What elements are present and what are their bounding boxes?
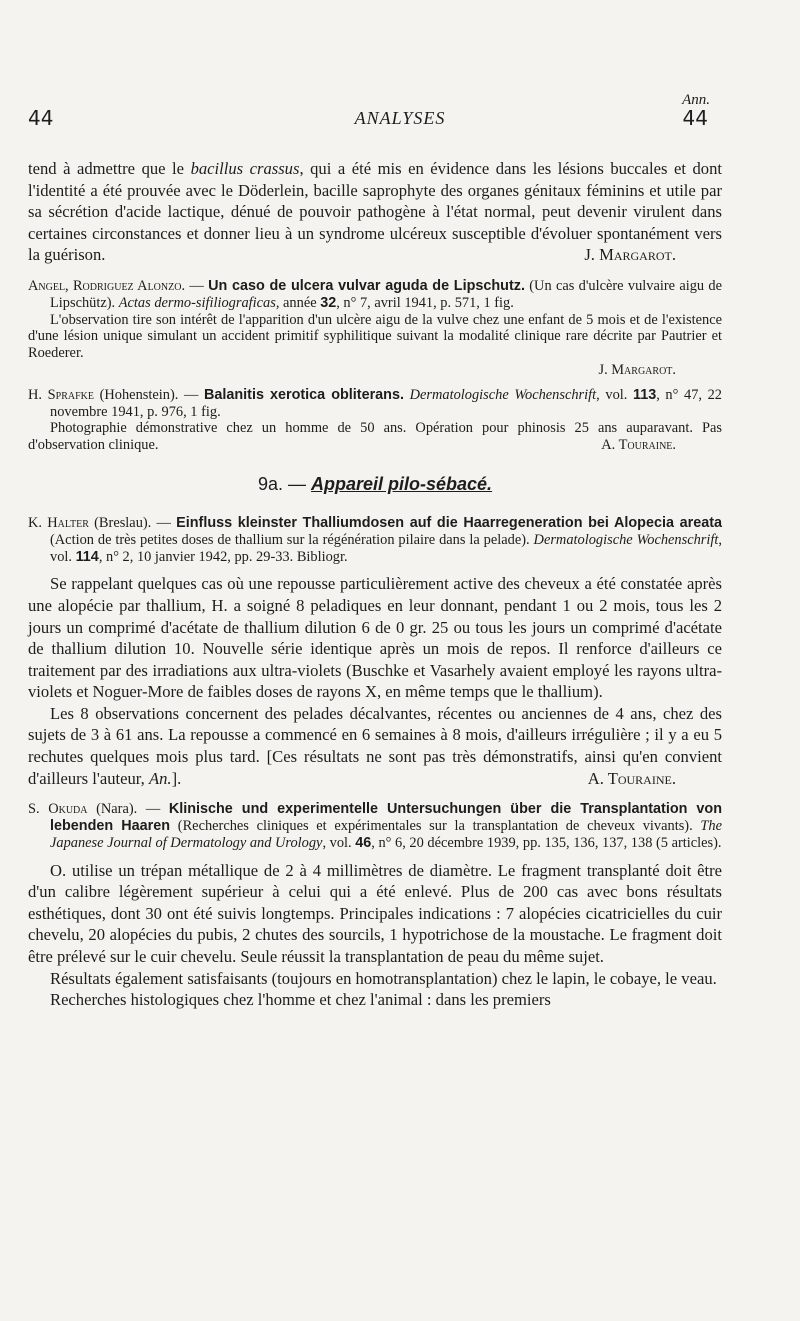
article-reference [28, 515, 722, 565]
journal-name: The Japanese Journal of Dermatology and Urology [50, 818, 722, 851]
text-run: ]. [171, 768, 182, 788]
page-body [28, 158, 722, 1011]
article-title: Un caso de ulcera vulvar aguda de Lipschutz. [208, 277, 525, 294]
text-run: — [178, 386, 204, 403]
signature: J. Margarot. [598, 361, 676, 378]
text-run: (Nara). [87, 801, 138, 818]
text-run: , vol. [322, 834, 356, 851]
text-run: — [151, 514, 177, 531]
page-number-right: 44 [682, 106, 708, 130]
section-title: Appareil pilo-sébacé. [310, 473, 493, 494]
text-run: (Un cas d'ulcère vulvaire aigu de Lipschütz). [50, 277, 723, 311]
text-run: — [282, 473, 311, 494]
authors: Okuda [48, 801, 88, 818]
text-run: (Recherches cliniques et expérimentales sur la transplantation de cheveux vivants). [170, 818, 701, 835]
authors: Halter [47, 514, 89, 531]
section-heading [28, 474, 722, 495]
article-reference [28, 278, 722, 312]
article-title: Balanitis xerotica obliterans. [203, 386, 404, 403]
text-run: — [185, 277, 209, 294]
page-number-left: 44 [28, 106, 54, 130]
text-run: , qui a été mis en évidence dans les lésions buccales et dont l'identité a été prouvée avec le Döderlein, bacille saprophyte des organes génitaux féminins et utile par sa sécrétion d'acide lactique, dénué de pouvoir pathogène à l'état normal, peut devenir virulent dans certaines circonstances et donner lieu à un syndrome ulcéreux susceptible d'évoluer spontanément vers la guérison. [28, 159, 722, 265]
abstract-paragraph: Résultats également satisfaisants (toujours en homotransplantation) chez le lapin, le cobaye, le veau. [50, 968, 717, 988]
volume-number: 113 [632, 386, 657, 403]
journal-name: Actas dermo-sifiliograficas [118, 294, 276, 311]
text-run: An. [148, 768, 172, 788]
header-ann: Ann. [682, 92, 710, 108]
text-run: Les 8 observations concernent des pelades décalvantes, récentes ou anciennes de 4 ans, chez des sujets de 3 à 61 ans. La repousse a commencé en 6 semaines à 8 mois, d'ailleurs irrégulière ; il y a eu 5 rechutes quelques mois plus tard. [Ces résultats ne sont pas très démonstratifs, ainsi qu'en convient d'ailleurs l'auteur, [28, 703, 722, 788]
section-number: 9a. [257, 473, 283, 494]
signature: A. Touraine. [587, 768, 676, 788]
abstract-paragraph: O. utilise un trépan métallique de 2 à 4 millimètres de diamètre. Le fragment transplanté doit être d'un calibre légèrement supérieur à celui qui a été enlevé. Plus de 200 cas avec bons résultats esthétiques, dont 30 ont été suivis longtemps. Principales indications : 7 alopécies cicatricielles du cuir chevelu, 20 alopécies du pubis, 2 chutes des sourcils, 1 hypotrichose de la moustache. Le fragment doit être prélevé sur le cuir chevelu. Seule réussit la transplantation de peau du même sujet. [28, 860, 722, 967]
journal-name: Dermatologische Wochenschrift [533, 531, 719, 548]
text-run: , n° 47, 22 novembre 1941, p. 976, 1 fig. [50, 386, 722, 420]
text-run: , année [275, 294, 321, 311]
volume-number: 114 [75, 548, 99, 565]
text-run: , vol. [50, 531, 722, 565]
text-run: (Breslau). [88, 514, 152, 531]
text-run: — [137, 801, 169, 818]
text-run: bacillus crassus [190, 159, 300, 178]
abstract-paragraph: L'observation tire son intérêt de l'apparition d'un ulcère aigu de la vulve chez une enfant de 5 mois et de l'existence d'une lésion unique simulant un accident primitif syphilitique suivant la modalité clinique rare décrite par Pautrier et Roederer. [28, 311, 722, 362]
signature: A. Touraine. [601, 437, 676, 454]
signature: J. Margarot. [584, 245, 676, 265]
authors: Angel, Rodriguez Alonzo. [28, 277, 186, 294]
text-run: tend à admettre que le [28, 159, 191, 178]
text-run: , n° 6, 20 décembre 1939, pp. 135, 136, 137, 138 (5 articles). [371, 834, 722, 851]
text-run: S. [28, 801, 49, 818]
volume-number: 32 [320, 294, 337, 311]
text-run: K. [28, 514, 48, 531]
text-run: H. [28, 386, 48, 403]
text-run: (Action de très petites doses de thallium sur la régénération pilaire dans la pelade). [50, 531, 534, 548]
text-run: (Hohenstein). [93, 386, 179, 403]
article-reference [28, 387, 722, 421]
journal-name: Dermatologische Wochenschrift [403, 386, 597, 403]
text-run: , n° 2, 10 janvier 1942, pp. 29-33. Bibliogr. [98, 548, 348, 565]
article-title: Klinische und experimentelle Untersuchungen über die Transplantation von lebenden Haaren [50, 801, 722, 835]
text-run: , vol. [596, 386, 633, 403]
running-title: ANALYSES [354, 108, 446, 128]
abstract-paragraph: Se rappelant quelques cas où une repousse particulièrement active des cheveux a été constatée après une alopécie par thallium, H. a soigné 8 peladiques en leur donnant, pendant 1 ou 2 mois, tous les 2 jours un comprimé d'acétate de thallium dilution 6 de 0 gr. 25 ou tous les jours un comprimé d'acétate de thallium dilution 10. Nouvelle série identique après un mois de repos. Il renforce d'ailleurs ce traitement par des irradiations aux ultra-violets (Buschke et Vasarhely avaient employé les rayons ultra-violets et Noguer-More de faibles doses de rayons X, en même temps que le thallium). [28, 574, 722, 702]
abstract-paragraph: Recherches histologiques chez l'homme et chez l'animal : dans les premiers [50, 990, 551, 1010]
article-reference [28, 801, 722, 851]
text-run: , n° 7, avril 1941, p. 571, 1 fig. [336, 294, 514, 311]
article-title: Einfluss kleinster Thalliumdosen auf die Haarregeneration bei Alopecia areata [176, 514, 723, 531]
authors: Sprafke [47, 386, 94, 403]
volume-number: 46 [355, 834, 372, 851]
abstract-paragraph: Photographie démonstrative chez un homme de 50 ans. Opération pour phinosis 25 ans auparavant. Pas d'observation clinique. [28, 420, 722, 454]
